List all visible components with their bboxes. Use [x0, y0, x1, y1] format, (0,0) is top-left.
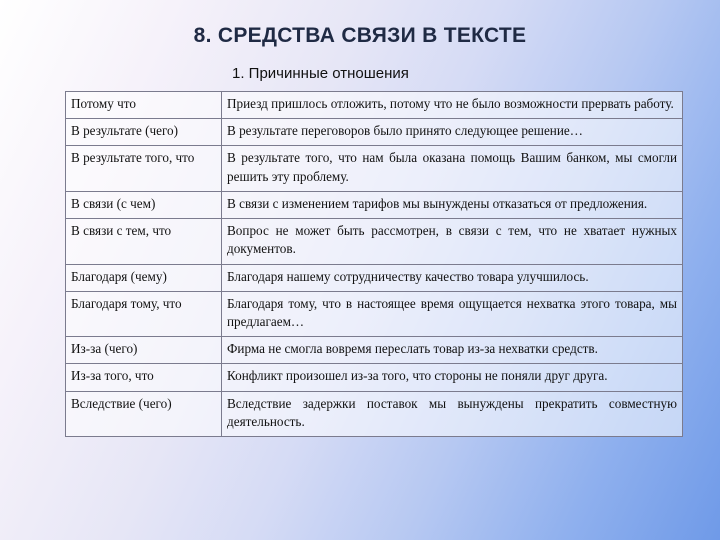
- connective-cell: Вследствие (чего): [66, 391, 222, 436]
- connective-cell: В результате того, что: [66, 146, 222, 191]
- connective-cell: Из-за (чего): [66, 337, 222, 364]
- section-subtitle: 1. Причинные отношения: [232, 65, 409, 82]
- connective-cell: Из-за того, что: [66, 364, 222, 391]
- connectives-table: [65, 91, 683, 437]
- connective-cell: Благодаря тому, что: [66, 291, 222, 336]
- table-row: [66, 391, 683, 436]
- example-cell: Конфликт произошел из-за того, что стороны не поняли друг друга.: [222, 364, 683, 391]
- table-row: [66, 219, 683, 264]
- example-cell: Вследствие задержки поставок мы вынуждены прекратить совместную деятельность.: [222, 391, 683, 436]
- slide-title: 8. СРЕДСТВА СВЯЗИ В ТЕКСТЕ: [193, 24, 527, 47]
- table-row: [66, 264, 683, 291]
- connective-cell: Потому что: [66, 92, 222, 119]
- example-cell: В результате переговоров было принято следующее решение…: [222, 119, 683, 146]
- table-row: [66, 191, 683, 218]
- table-row: [66, 146, 683, 191]
- table-row: [66, 337, 683, 364]
- example-cell: Благодаря нашему сотрудничеству качество товара улучшилось.: [222, 264, 683, 291]
- example-cell: В результате того, что нам была оказана помощь Вашим банком, мы смогли решить эту проблему.: [222, 146, 683, 191]
- table-row: [66, 291, 683, 336]
- example-cell: Вопрос не может быть рассмотрен, в связи с тем, что не хватает нужных документов.: [222, 219, 683, 264]
- connective-cell: Благодаря (чему): [66, 264, 222, 291]
- example-cell: В связи с изменением тарифов мы вынуждены отказаться от предложения.: [222, 191, 683, 218]
- example-cell: Приезд пришлось отложить, потому что не было возможности прервать работу.: [222, 92, 683, 119]
- table-row: [66, 364, 683, 391]
- connective-cell: В связи с тем, что: [66, 219, 222, 264]
- table-row: [66, 119, 683, 146]
- connective-cell: В результате (чего): [66, 119, 222, 146]
- example-cell: Благодаря тому, что в настоящее время ощущается нехватка этого товара, мы предлагаем…: [222, 291, 683, 336]
- connective-cell: В связи (с чем): [66, 191, 222, 218]
- example-cell: Фирма не смогла вовремя переслать товар из-за нехватки средств.: [222, 337, 683, 364]
- table-row: [66, 92, 683, 119]
